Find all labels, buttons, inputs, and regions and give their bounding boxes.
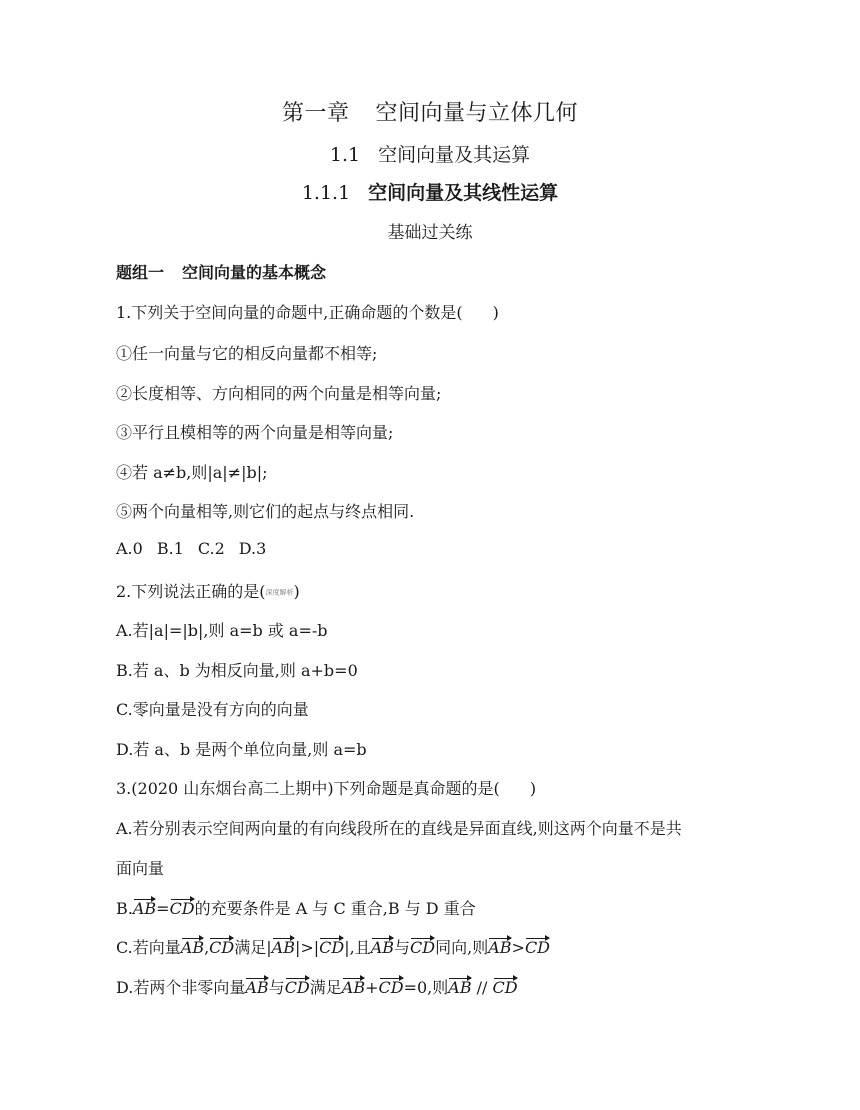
q1-options xyxy=(116,539,266,558)
vector-cd: CD xyxy=(525,935,550,957)
q3-d-prefix: D.若两个非零向量 xyxy=(116,978,246,997)
group-label: 题组一 xyxy=(116,263,165,282)
vector-ab: AB xyxy=(371,935,394,957)
vector-ab: AB xyxy=(342,975,365,997)
q3-stem xyxy=(116,776,536,799)
q3-d-text: 满足 xyxy=(309,978,342,997)
section-heading xyxy=(0,140,860,167)
q3-c-text: 满足| xyxy=(234,938,272,957)
q3-c-text: |,且 xyxy=(344,938,371,957)
q3-option-d xyxy=(116,975,518,998)
q3-c-text: 同向,则 xyxy=(435,938,489,957)
q3-c-text: > xyxy=(511,938,525,957)
practice-title: 基础过关练 xyxy=(387,223,473,243)
vector-ab: AB xyxy=(133,896,156,918)
vector-ab: AB xyxy=(448,975,471,997)
vector-cd: CD xyxy=(285,975,310,997)
group-heading xyxy=(116,260,326,283)
q1-stem xyxy=(116,300,499,323)
vector-cd: CD xyxy=(410,935,435,957)
chapter-heading xyxy=(0,96,860,127)
chapter-label: 第一章 xyxy=(281,101,350,126)
q3-option-b xyxy=(116,896,476,919)
vector-cd: CD xyxy=(319,935,344,957)
q2-option-a: A.若|a|=|b|,则 a=b 或 a=-b xyxy=(116,621,328,640)
vector-ab: AB xyxy=(272,935,295,957)
vector-cd: CD xyxy=(209,935,234,957)
section-title: 空间向量及其运算 xyxy=(378,144,531,166)
group-title: 空间向量的基本概念 xyxy=(182,263,327,282)
q3-d-text: =0,则 xyxy=(403,978,449,997)
q2-option-c: C.零向量是没有方向的向量 xyxy=(116,700,309,719)
q1-item-4: ④若 a≠b,则|a|≠|b|; xyxy=(116,463,268,482)
vector-cd: CD xyxy=(493,975,518,997)
q3-c-text: |>| xyxy=(294,938,320,957)
q1-stem-text: 1.下列关于空间向量的命题中,正确命题的个数是( xyxy=(116,303,463,322)
q1-paren-close: ) xyxy=(492,303,499,322)
subsection-number: 1.1.1 xyxy=(301,182,351,204)
q1-item-2: ②长度相等、方向相同的两个向量是相等向量; xyxy=(116,384,442,403)
q3-d-text: // xyxy=(471,978,493,997)
vector-ab: AB xyxy=(488,935,511,957)
q3-b-prefix: B. xyxy=(116,899,133,918)
q2-paren-close: ) xyxy=(293,582,300,601)
q3-option-a-line1: A.若分别表示空间两向量的有向线段所在的直线是异面直线,则这两个向量不是共 xyxy=(116,819,682,838)
q3-option-a-line2: 面向量 xyxy=(116,859,165,878)
q1-item-1: ①任一向量与它的相反向量都不相等; xyxy=(116,344,378,363)
vector-cd: CD xyxy=(170,896,195,918)
q3-c-text: , xyxy=(204,938,210,957)
q3-b-text: 的充要条件是 A 与 C 重合,B 与 D 重合 xyxy=(194,899,476,918)
q3-option-c xyxy=(116,935,550,958)
q2-stem-text: 2.下列说法正确的是( xyxy=(116,582,266,601)
subsection-title: 空间向量及其线性运算 xyxy=(368,182,559,204)
q3-c-prefix: C.若向量 xyxy=(116,938,181,957)
q3-stem-text: 3.(2020 山东烟台高二上期中)下列命题是真命题的是( xyxy=(116,779,500,798)
q3-c-text: 与 xyxy=(394,938,411,957)
subsection-heading xyxy=(0,178,860,205)
chapter-title: 空间向量与立体几何 xyxy=(375,101,579,126)
q1-item-3: ③平行且模相等的两个向量是相等向量; xyxy=(116,423,394,442)
q3-d-text: + xyxy=(365,978,379,997)
q3-b-text: = xyxy=(156,899,170,918)
vector-cd: CD xyxy=(379,975,404,997)
q1-option-a: A.0 xyxy=(116,539,143,558)
q2-option-d: D.若 a、b 是两个单位向量,则 a=b xyxy=(116,740,367,759)
vector-ab: AB xyxy=(245,975,268,997)
q1-option-d: D.3 xyxy=(238,539,267,558)
vector-ab: AB xyxy=(181,935,204,957)
q2-option-b: B.若 a、b 为相反向量,则 a+b=0 xyxy=(116,661,358,680)
q1-option-b: B.1 xyxy=(156,539,184,558)
q1-item-5: ⑤两个向量相等,则它们的起点与终点相同. xyxy=(116,502,415,521)
q3-d-text: 与 xyxy=(268,978,285,997)
section-number: 1.1 xyxy=(329,144,361,166)
q3-paren-close: ) xyxy=(529,779,537,798)
q2-deep-analysis-tag: 深度解析 xyxy=(265,588,294,597)
q2-stem xyxy=(116,579,300,602)
q1-option-c: C.2 xyxy=(197,539,225,558)
